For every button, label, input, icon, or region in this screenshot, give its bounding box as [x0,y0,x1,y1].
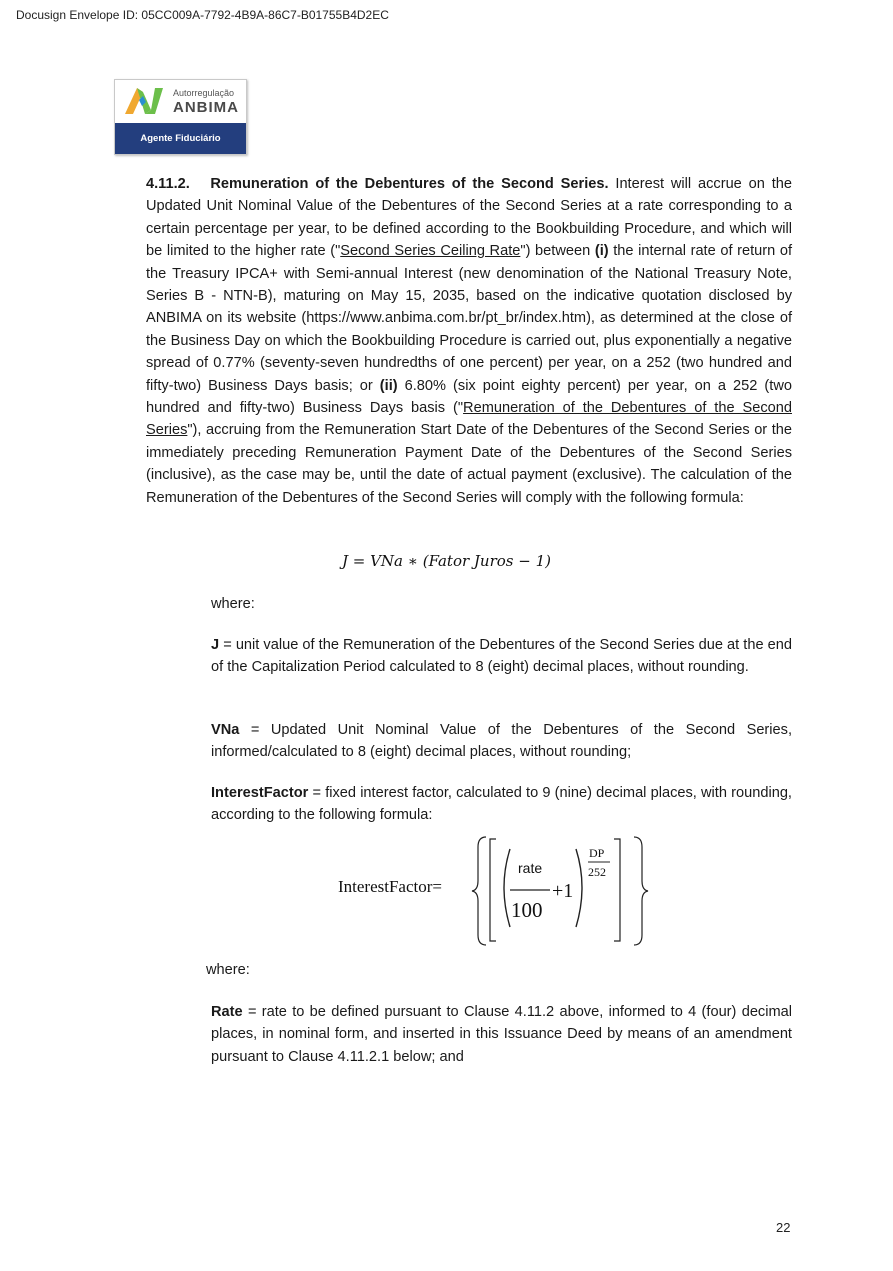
definition-term: Rate [211,1004,243,1020]
term-remuneration-second-series: Remuneration of the Debentures of the Second Series [146,400,792,439]
definition-j [211,634,792,679]
logo-agente-fiduciario: Agente Fiduciário [115,123,246,154]
formula-j: J = VNa ∗ (Fator Juros − 1) [341,552,551,570]
left-paren-icon [504,849,510,927]
clause-text-2: ") between [520,243,595,260]
clause-4-11-2-paragraph [146,173,792,509]
where-label-1: where: [211,596,255,612]
formula-denominator: 100 [511,898,543,922]
right-paren-icon [576,849,582,927]
marker-i: (i) [594,243,609,260]
definition-rate [211,1001,792,1068]
left-brace-icon [472,837,486,945]
definition-text: = rate to be defined pursuant to Clause 4.11.2 above, informed to 4 (four) decimal places, in nominal form, and inserted in this Issuance Deed by means of an amendment pursuant to Clause 4.11.2.1 below; and [211,1004,792,1065]
exponent-numerator: DP [589,846,605,860]
definition-text: = Updated Unit Nominal Value of the Debentures of the Second Series, informed/calculated to 8 (eight) decimal places, without rounding; [211,722,792,761]
formula-numerator: rate [518,860,543,876]
docusign-envelope-id: Docusign Envelope ID: 05CC009A-7792-4B9A-86C7-B01755B4D2EC [16,8,389,22]
logo-anbima: ANBIMA [173,99,239,116]
where-label-2: where: [206,962,250,978]
clause-title: Remuneration of the Debentures of the Second Series. [210,176,609,192]
page-number: 22 [776,1220,791,1235]
logo-autorregulacao: Autorregulação [173,88,235,98]
formula-plus-one: +1 [552,880,574,902]
anbima-logo [114,79,247,155]
clause-text-5: "), accruing from the Remuneration Start Date of the Debentures of the Second Series or the immediately preceding Remuneration Payment Date of the Debentures of the Second Series (inclusive), as the case may be, until the date of actual payment (exclusive). The calculation of the Remuneration of the Debentures of the Second Series will comply with the following formula: [146,422,792,506]
clause-text-1: Interest will accrue on the Updated Unit Nominal Value of the Debentures of the Second Series at a rate corresponding to a certain percentage per year, to be defined according to the Bookbuilding Procedure, and which will be limited to the higher rate (" [146,176,793,260]
definition-text: = unit value of the Remuneration of the Debentures of the Second Series due at the end of the Capitalization Period calculated to 8 (eight) decimal places, without rounding. [211,637,792,676]
definition-text: = fixed interest factor, calculated to 9 (nine) decimal places, with rounding, according to the following formula: [211,785,792,824]
definition-vna [211,719,792,764]
definition-term: VNa [211,722,240,738]
definition-term: J [211,637,220,653]
anbima-mark-icon [125,88,163,114]
formula-interest-factor [338,835,658,947]
exponent-denominator: 252 [588,865,606,879]
term-second-series-ceiling-rate: Second Series Ceiling Rate [340,243,521,260]
left-bracket-icon [490,839,496,941]
interest-factor-equation [338,835,658,947]
definition-interest-factor [211,782,792,827]
formula-lhs: InterestFactor= [338,877,442,896]
right-brace-icon [634,837,648,945]
definition-term: InterestFactor [211,785,309,801]
marker-ii: (ii) [379,377,398,394]
right-bracket-icon [614,839,620,941]
clause-number: 4.11.2. [146,176,190,192]
clause-text-4: 6.80% (six point eighty percent) per year, on a 252 (two hundred and fifty-two) Business Days basis (" [146,377,792,417]
clause-text-3: the internal rate of return of the Treasury IPCA+ with Semi-annual Interest (new denomination of the National Treasury Note, Series B - NTN-B), maturing on May 15, 2035, based on the indicative quotation disclosed by ANBIMA on its website (https://www.anbima.com.br/pt_br/index.htm), as determined at the close of the Business Day on which the Bookbuilding Procedure is carried out, plus exponentially a negative spread of 0.77% (seventy-seven hundredths of one percent) per year, on a 252 (two hundred and fifty-two) Business Days basis; or [146,243,793,394]
